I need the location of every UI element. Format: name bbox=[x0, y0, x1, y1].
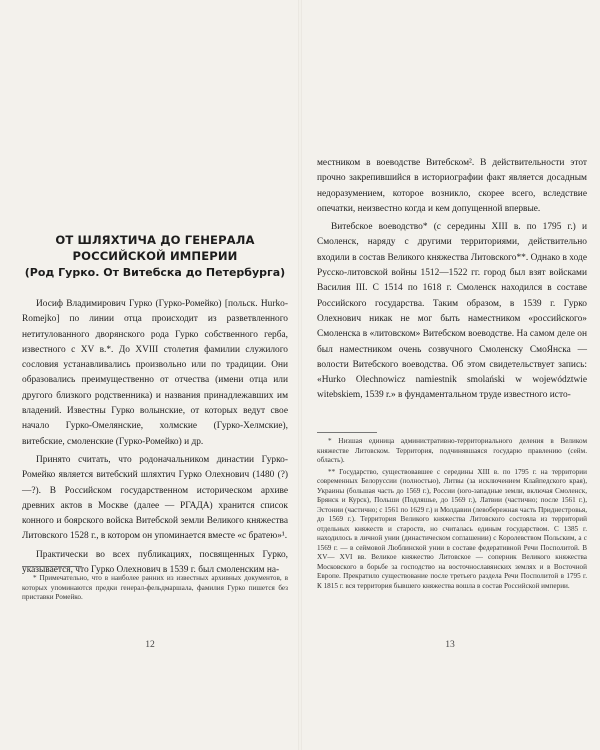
page-number-right: 13 bbox=[445, 639, 455, 650]
footnote: * Примечательно, что в наиболее ранних из известных архивных документов, в которых упоминаются предки генерал-фельдмаршала, фамилия Гурко пишется без приставки Ромейко. bbox=[22, 574, 288, 601]
paragraph: Принято считать, что родоначальником династии Гурко-Ромейко является витебский шляхтич Гурко Олехнович (1480 (?) —?). В Российском государственном историческом архиве древних актов в Москве (далее — РГАДА) хранится список конного и боярского войска Витебской земли Великого княжества Литовского 1528 г., в котором он упоминается вместе «с братею»¹. bbox=[22, 454, 288, 542]
footnote-divider bbox=[22, 566, 82, 567]
footnote: * Низшая единица административно-территориального деления в Великом княжестве Литовском. Территория, подчинявшаяся государю правлению (сейм. область). bbox=[317, 437, 587, 464]
paragraph: Практически во всех публикациях, посвященных Гурко, указывается, что Гурко Олехнович в 1539 г. был смоленским на- bbox=[22, 549, 288, 576]
paragraph: местником в воеводстве Витебском². В действительности этот прочно закрепившийся в историографии факт является досадным недоразумением, которое возникло, скорее всего, вследствие опечатки, неизвестно когда и кем допущенной впервые. bbox=[317, 158, 587, 214]
paragraph: Витебское воеводство* (с середины XIII в. по 1795 г.) и Смоленск, наряду с другими территориями, действительно входили в состав Великого княжества Литовского**. Однако в ходе Русско-литовской войны 1512—1522 гг. город был взят войсками Василия III. С 1514 по 1618 г. Смоленск находился в составе Российского государства. Таким образом, в 1539 г. Гурко Олехнович никак не мог быть наместником «российского» Смоленска в «литовском» Витебском воеводстве. На самом деле он был наместником очень созвучного Смоленску СмоЯнска — волости Витебского воеводства. Об этом свидетельствует запись: «Hurko Olechnowicz namiestnik smolański w województwie witebskiem, 1539 r.» в фундаментальном труде известного исто- bbox=[317, 222, 587, 401]
chapter-heading bbox=[22, 232, 288, 280]
chapter-title-line-2: РОССИЙСКОЙ ИМПЕРИИ bbox=[72, 249, 238, 263]
paragraph: Иосиф Владимирович Гурко (Гурко-Ромейко) [польск. Hurko-Romejko] по линии отца происходит из разветвленного нетитулованного дворянского рода Гурко собственного герба, известного с XV в.*. До XVIII столетия фамилии служилого сословия устанавливались произвольно или по традиции. Они образовались преимущественно от отчества (имени отца или другого близкого родственника) и названия принадлежавших им владений. Известны Гурко волынские, от которых ведут свое начало Гурко-Омелянские, холмские (Гурко-Хелмские), витебские, смоленские (Гурко-Ромейко) и др. bbox=[22, 299, 288, 447]
page-number-left: 12 bbox=[145, 639, 155, 650]
footnote-divider bbox=[317, 432, 377, 433]
left-footnotes bbox=[22, 574, 288, 605]
footnote: ** Государство, существовавшее с середины XIII в. по 1795 г. на территории современных Белоруссии (полностью), Литвы (за исключением Клайпедского края), Украины (большая часть до 1569 г.), России (юго-западные земли, включая Смоленск, Брянск и Курск), Польши (Подляшье, до 1569 г.), Латвии (частично; после 1561 г.), Эстонии (частично; с 1561 по 1629 г.) и Молдавии (левобережная часть Приднестровья, до 1569 г.). Территория Великого княжества Литовского состояла из территорий отдельных княжеств и староств, но считалась единым государством. С 1385 г. находилось в личной унии (династическом соглашении) с Королевством Польским, а с 1569 г. — в сеймовой Люблинской унии в составе федеративной Речи Посполитой. В XV— XVI вв. Великое княжество Литовское — соперник Великого княжества Московского в борьбе за господство на восточнославянских землях и в Восточной Европе. Прекратило существование после третьего раздела Речи Посполитой в 1795 г. К 1815 г. вся территория бывшего княжества вошла в состав Российской империи. bbox=[317, 467, 587, 590]
right-footnotes bbox=[317, 437, 587, 593]
left-body-text bbox=[22, 297, 288, 581]
chapter-subtitle: (Род Гурко. От Витебска до Петербурга) bbox=[24, 266, 286, 279]
right-page bbox=[300, 0, 600, 750]
right-body-text bbox=[317, 156, 587, 407]
chapter-title-line-1: ОТ ШЛЯХТИЧА ДО ГЕНЕРАЛА bbox=[55, 233, 255, 247]
